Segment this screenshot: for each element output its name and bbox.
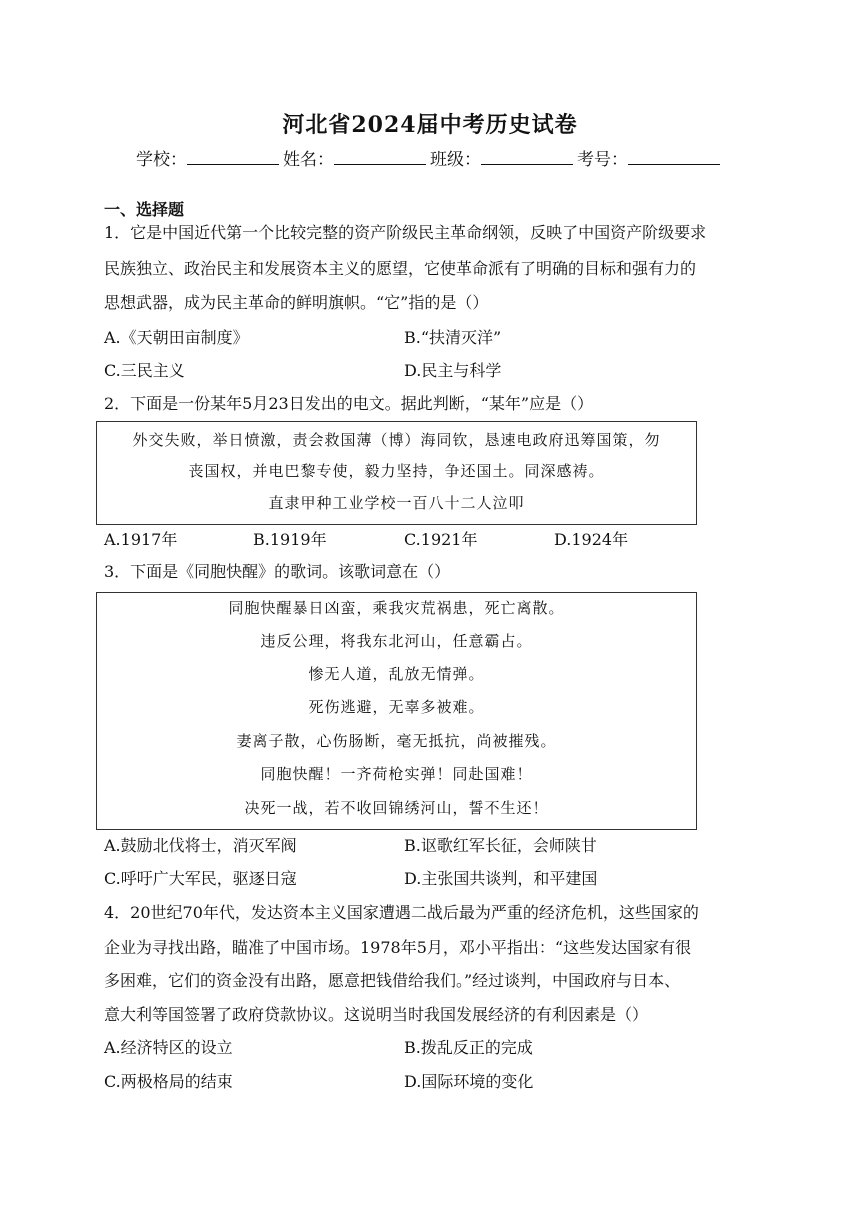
exam-title: 河北省2024届中考历史试卷 [282, 112, 578, 138]
question-text-line: 1．它是中国近代第一个比较完整的资产阶级民主革命纲领，反映了中国资产阶级要求 [104, 223, 707, 242]
question-text-line: 思想武器，成为民主革命的鲜明旗帜。“它”指的是（） [104, 293, 489, 312]
section-title: 一、选择题 [104, 200, 185, 219]
option-c[interactable]: C.三民主义 [104, 361, 185, 380]
telegram-box [96, 421, 697, 525]
lyrics-line: 死伤逃避，无辜多被难。 [308, 698, 485, 716]
name-blank [334, 164, 426, 165]
option-c[interactable]: C.1921年 [404, 530, 478, 549]
class-label: 班级： [430, 150, 481, 170]
exam-no-label: 考号： [577, 150, 628, 170]
lyrics-line: 惨无人道，乱放无情弹。 [308, 665, 485, 683]
school-label: 学校： [136, 150, 187, 170]
class-blank [481, 164, 573, 165]
lyrics-box [96, 592, 697, 830]
option-a[interactable]: A.经济特区的设立 [104, 1038, 233, 1057]
school-blank [187, 164, 279, 165]
student-info-row [0, 145, 860, 170]
telegram-line: 直隶甲种工业学校一百八十二人泣叩 [268, 494, 525, 512]
option-b[interactable]: B.“扶清灭洋” [404, 328, 502, 347]
question-text-line: 多困难，它们的资金没有出路，愿意把钱借给我们。”经过谈判，中国政府与日本、 [104, 971, 681, 990]
option-d[interactable]: D.主张国共谈判，和平建国 [404, 869, 598, 888]
name-label: 姓名： [283, 150, 334, 170]
telegram-line: 外交失败，举日愤激，责会救国薄（博）海同钦，恳速电政府迅筹国策，勿 [132, 431, 661, 449]
question-text-line: 意大利等国签署了政府贷款协议。这说明当时我国发展经济的有利因素是（） [104, 1005, 649, 1024]
option-b[interactable]: B.1919年 [253, 530, 327, 549]
option-a[interactable]: A.1917年 [104, 530, 178, 549]
lyrics-line: 决死一战，若不收回锦绣河山，誓不生还！ [244, 799, 549, 817]
lyrics-line: 同胞快醒！一齐荷枪实弹！同赴国难！ [260, 765, 533, 783]
lyrics-line: 妻离子散，心伤肠断，毫无抵抗，尚被摧残。 [236, 732, 557, 750]
lyrics-line: 违反公理，将我东北河山，任意霸占。 [260, 632, 533, 650]
option-a[interactable]: A.鼓励北伐将士，消灭军阀 [104, 836, 297, 855]
option-c[interactable]: C.两极格局的结束 [104, 1072, 233, 1091]
question-text-line: 3．下面是《同胞快醒》的歌词。该歌词意在（） [104, 562, 451, 581]
option-a[interactable]: A.《天朝田亩制度》 [104, 328, 249, 347]
question-text-line: 民族独立、政治民主和发展资本主义的愿望，它使革命派有了明确的目标和强有力的 [104, 259, 697, 278]
question-text-line: 企业为寻找出路，瞄准了中国市场。1978年5月，邓小平指出：“这些发达国家有很 [104, 938, 692, 957]
telegram-line: 丧国权，并电巴黎专使，毅力坚持，争还国土。同深感祷。 [188, 462, 605, 480]
lyrics-line: 同胞快醒暴日凶蛮，乘我灾荒祸患，死亡离散。 [228, 599, 565, 617]
option-b[interactable]: B.讴歌红军长征，会师陕甘 [404, 836, 597, 855]
option-b[interactable]: B.拨乱反正的完成 [404, 1038, 533, 1057]
option-d[interactable]: D.国际环境的变化 [404, 1072, 534, 1091]
option-c[interactable]: C.呼吁广大军民，驱逐日寇 [104, 869, 297, 888]
exam-no-blank [628, 164, 720, 165]
question-text-line: 4．20世纪70年代，发达资本主义国家遭遇二战后最为严重的经济危机，这些国家的 [104, 903, 699, 922]
option-d[interactable]: D.民主与科学 [404, 361, 502, 380]
question-text-line: 2．下面是一份某年5月23日发出的电文。据此判断，“某年”应是（） [104, 394, 594, 413]
option-d[interactable]: D.1924年 [554, 530, 629, 549]
